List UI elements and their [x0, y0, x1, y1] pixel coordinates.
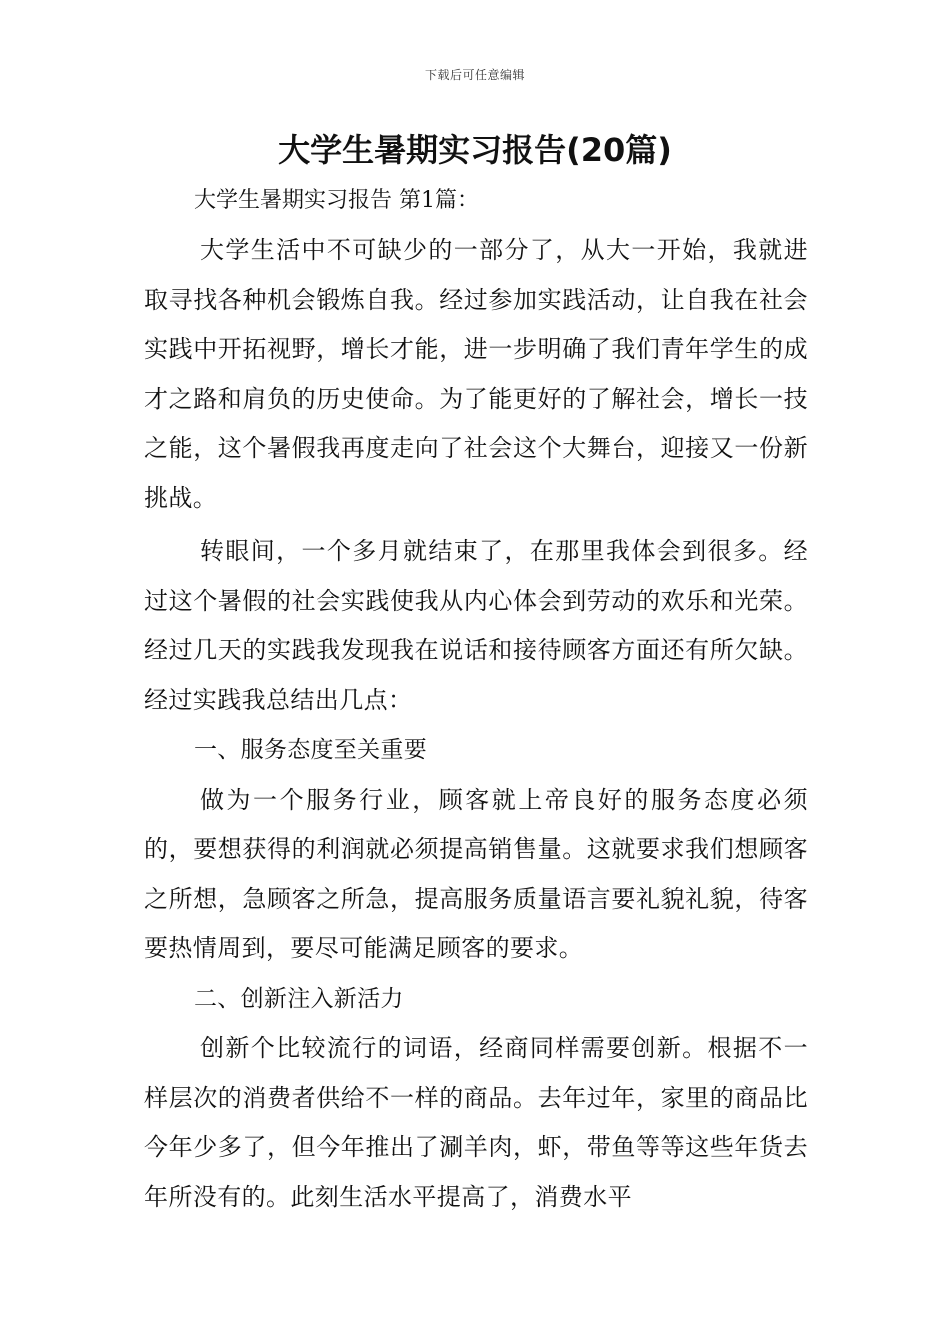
point-heading-innovation: 二、创新注入新活力	[194, 985, 404, 1012]
section-subheading: 大学生暑期实习报告 第1篇：	[194, 188, 479, 213]
point-heading-service: 一、服务态度至关重要	[194, 737, 427, 763]
document-title: 大学生暑期实习报告(20篇)	[278, 131, 672, 169]
paragraph-service: 做为一个服务行业，顾客就上帝良好的服务态度必须的，要想获得的利润就必须提高销售量。这就要求我们想顾客之所想，急顾客之所急，提高服务质量语言要礼貌礼貌，待客要热情周到，要尽可能满足顾客的要求。	[144, 785, 808, 962]
paragraph-innovation: 创新个比较流行的词语，经商同样需要创新。根据不一样层次的消费者供给不一样的商品。去年过年，家里的商品比今年少多了，但今年推出了涮羊肉，虾，带鱼等等这些年货去年所没有的。此刻生活水平提高了，消费水平	[144, 1034, 808, 1211]
document-body	[144, 226, 808, 1222]
paragraph-experience: 转眼间，一个多月就结束了，在那里我体会到很多。经过这个暑假的社会实践使我从内心体会到劳动的欢乐和光荣。经过几天的实践我发现我在说话和接待顾客方面还有所欠缺。经过实践我总结出几点：	[144, 537, 808, 714]
header-note: 下载后可任意编辑	[424, 68, 525, 82]
paragraph-intro: 大学生活中不可缺少的一部分了，从大一开始，我就进取寻找各种机会锻炼自我。经过参加实践活动，让自我在社会实践中开拓视野，增长才能，进一步明确了我们青年学生的成才之路和肩负的历史使命。为了能更好的了解社会，增长一技之能，这个暑假我再度走向了社会这个大舞台，迎接又一份新挑战。	[144, 236, 808, 512]
